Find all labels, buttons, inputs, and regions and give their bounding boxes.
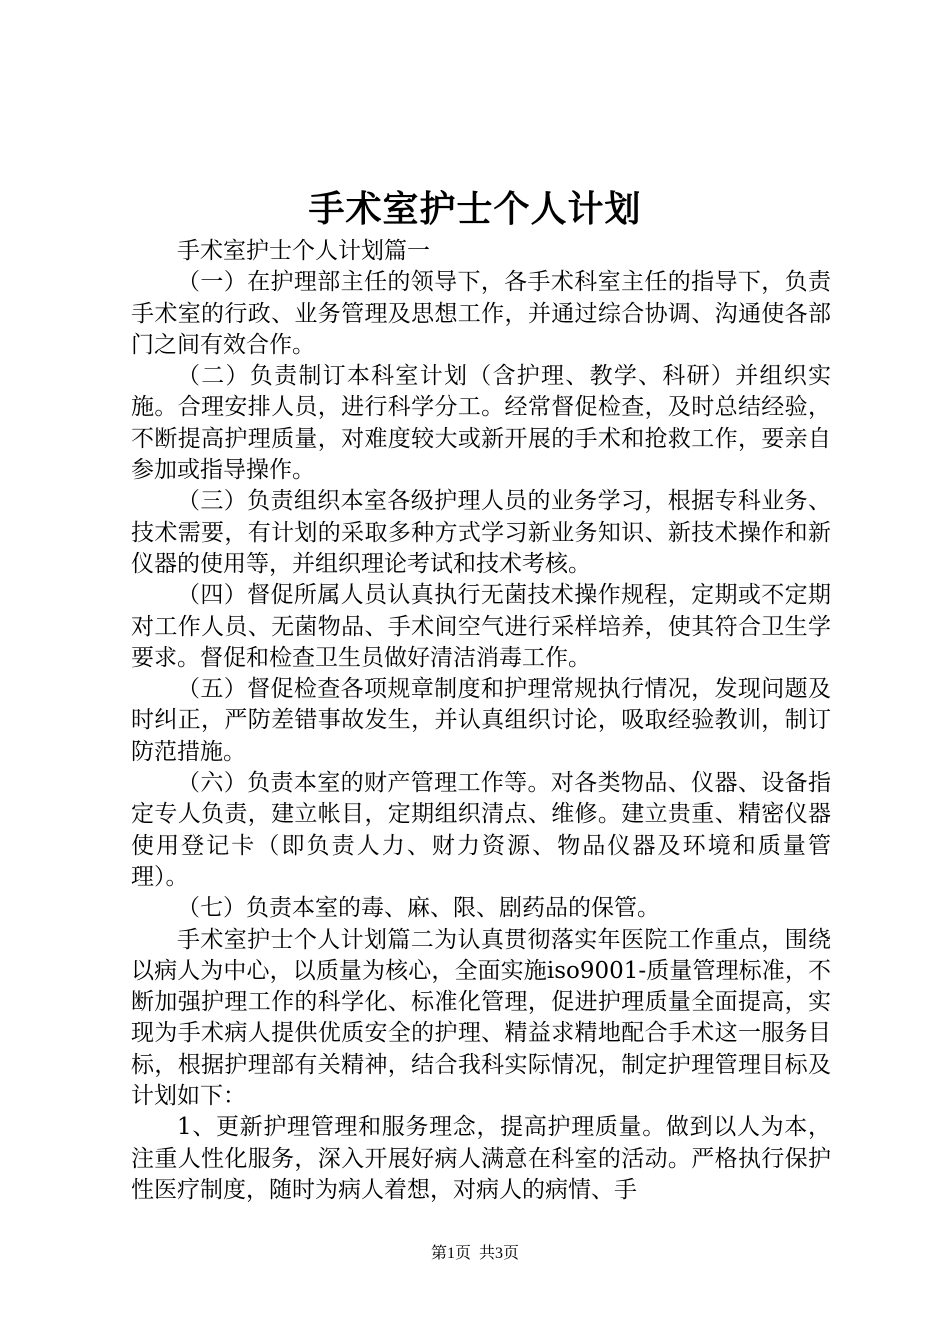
paragraph-3: （三）负责组织本室各级护理人员的业务学习，根据专科业务、技术需要，有计划的采取多种方式学习新业务知识、新技术操作和新仪器的使用等，并组织理论考试和技术考核。 — [131, 488, 831, 577]
paragraph-4: （四）督促所属人员认真执行无菌技术操作规程，定期或不定期对工作人员、无菌物品、手术间空气进行采样培养，使其符合卫生学要求。督促和检查卫生员做好清洁消毒工作。 — [131, 582, 831, 671]
document-title: 手术室护士个人计划 — [308, 189, 642, 230]
page-number: 第1页 共3页 — [430, 1245, 519, 1262]
paragraph-6: （六）负责本室的财产管理工作等。对各类物品、仪器、设备指定专人负责，建立帐目，定期组织清点、维修。建立贵重、精密仪器使用登记卡（即负责人力、财力资源、物品仪器及环境和质量管理）。 — [131, 770, 831, 890]
paragraph-2: （二）负责制订本科室计划（含护理、教学、科研）并组织实施。合理安排人员，进行科学分工。经常督促检查，及时总结经验，不断提高护理质量，对难度较大或新开展的手术和抢救工作，要亲自参加或指导操作。 — [131, 363, 831, 484]
paragraph-7: （七）负责本室的毒、麻、限、剧药品的保管。 — [177, 895, 660, 922]
paragraph-5: （五）督促检查各项规章制度和护理常规执行情况，发现问题及时纠正，严防差错事故发生，并认真组织讨论，吸取经验教训，制订防范措施。 — [131, 676, 831, 765]
paragraph-8: 手术室护士个人计划篇二为认真贯彻落实年医院工作重点，围绕以病人为中心，以质量为核心，全面实施iso9001-质量管理标准，不断加强护理工作的科学化、标准化管理，促进护理质量全面提高，实现为手术病人提供优质安全的护理、精益求精地配合手术这一服务目标，根据护理部有关精神，结合我科实际情况，制定护理管理目标及计划如下： — [131, 926, 831, 1110]
page-footer — [0, 1243, 950, 1265]
paragraph-1: （一）在护理部主任的领导下，各手术科室主任的指导下，负责手术室的行政、业务管理及思想工作，并通过综合协调、沟通使各部门之间有效合作。 — [131, 269, 831, 358]
section-heading-1: 手术室护士个人计划篇一 — [177, 238, 430, 264]
paragraph-9: 1、更新护理管理和服务理念，提高护理质量。做到以人为本，注重人性化服务，深入开展好病人满意在科室的活动。严格执行保护性医疗制度，随时为病人着想，对病人的病情、手 — [131, 1114, 831, 1203]
document-body — [131, 236, 831, 1206]
